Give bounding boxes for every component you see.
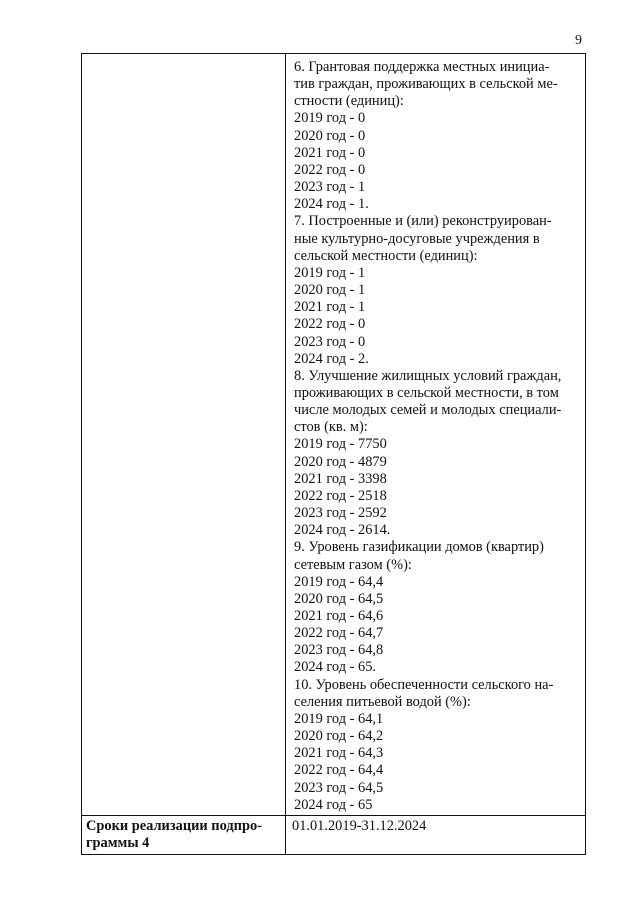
indicator-year-value: 2022 год - 64,4 xyxy=(294,762,384,779)
indicator-year-value: 2020 год - 4879 xyxy=(294,453,387,470)
indicator-year-value: 2022 год - 0 xyxy=(294,316,366,333)
indicator-title-line: сетевым газом (%): xyxy=(294,556,412,573)
indicator-year-value: 2019 год - 64,1 xyxy=(294,710,384,727)
timeframe-label xyxy=(82,815,286,854)
indicator-year-value: 2023 год - 64,5 xyxy=(294,779,384,796)
subprogram-passport-table xyxy=(81,53,586,855)
indicator-title-line: 9. Уровень газификации домов (квартир) xyxy=(294,539,544,556)
indicator-title-line: ные культурно-досуговые учреждения в xyxy=(294,230,540,247)
indicator-item xyxy=(294,213,581,367)
timeframe-value: 01.01.2019-31.12.2024 xyxy=(286,815,586,854)
indicator-title-line: стов (кв. м): xyxy=(294,419,368,436)
indicator-year-value: 2024 год - 1. xyxy=(294,196,369,213)
indicator-item xyxy=(294,368,581,540)
indicator-title-line: числе молодых семей и молодых специали- xyxy=(294,402,562,419)
indicator-year-value: 2024 год - 65. xyxy=(294,659,377,676)
indicators-list xyxy=(286,54,585,815)
indicator-title-line: 6. Грантовая поддержка местных инициа- xyxy=(294,59,550,75)
timeframe-label-line: граммы 4 xyxy=(86,834,150,851)
timeframe-label-line: Сроки реализации подпро- xyxy=(86,817,262,834)
timeframe-row xyxy=(82,815,586,854)
indicator-item xyxy=(294,539,581,676)
indicator-year-value: 2023 год - 1 xyxy=(294,179,366,196)
indicator-year-value: 2023 год - 64,8 xyxy=(294,642,384,659)
indicator-title-line: сельской местности (единиц): xyxy=(294,247,478,264)
indicator-title-line: тив граждан, проживающих в сельской ме- xyxy=(294,76,558,93)
indicator-item xyxy=(294,677,581,814)
indicator-title-line: селения питьевой водой (%): xyxy=(294,693,471,710)
indicators-row xyxy=(82,54,586,816)
indicator-year-value: 2024 год - 65 xyxy=(294,796,373,813)
indicator-year-value: 2019 год - 64,4 xyxy=(294,573,384,590)
indicator-year-value: 2020 год - 64,5 xyxy=(294,590,384,607)
indicator-year-value: 2022 год - 64,7 xyxy=(294,625,384,642)
indicator-item xyxy=(294,59,581,213)
indicator-title-line: стности (единиц): xyxy=(294,93,404,110)
indicators-cell xyxy=(286,54,586,816)
indicator-year-value: 2021 год - 64,3 xyxy=(294,745,384,762)
indicator-year-value: 2022 год - 2518 xyxy=(294,487,387,504)
indicator-title-line: 10. Уровень обеспеченности сельского на- xyxy=(294,676,554,693)
indicator-year-value: 2024 год - 2614. xyxy=(294,522,391,539)
indicator-year-value: 2021 год - 1 xyxy=(294,299,366,316)
indicator-year-value: 2019 год - 1 xyxy=(294,264,366,281)
indicator-year-value: 2021 год - 0 xyxy=(294,144,366,161)
indicator-year-value: 2022 год - 0 xyxy=(294,161,366,178)
indicator-year-value: 2020 год - 64,2 xyxy=(294,728,384,745)
indicator-year-value: 2024 год - 2. xyxy=(294,350,369,367)
indicator-year-value: 2019 год - 0 xyxy=(294,110,366,127)
indicator-title-line: 8. Улучшение жилищных условий граждан, xyxy=(294,367,562,384)
indicator-year-value: 2020 год - 0 xyxy=(294,127,366,144)
indicator-year-value: 2023 год - 0 xyxy=(294,333,366,350)
indicator-year-value: 2020 год - 1 xyxy=(294,282,366,299)
page-number: 9 xyxy=(575,33,582,48)
indicator-title-line: проживающих в сельской местности, в том xyxy=(294,384,559,401)
empty-label-cell xyxy=(82,54,286,816)
indicator-year-value: 2021 год - 3398 xyxy=(294,470,387,487)
indicator-year-value: 2019 год - 7750 xyxy=(294,436,387,453)
indicator-year-value: 2021 год - 64,6 xyxy=(294,608,384,624)
indicator-year-value: 2023 год - 2592 xyxy=(294,505,387,522)
indicator-title-line: 7. Построенные и (или) реконструирован- xyxy=(294,213,552,230)
